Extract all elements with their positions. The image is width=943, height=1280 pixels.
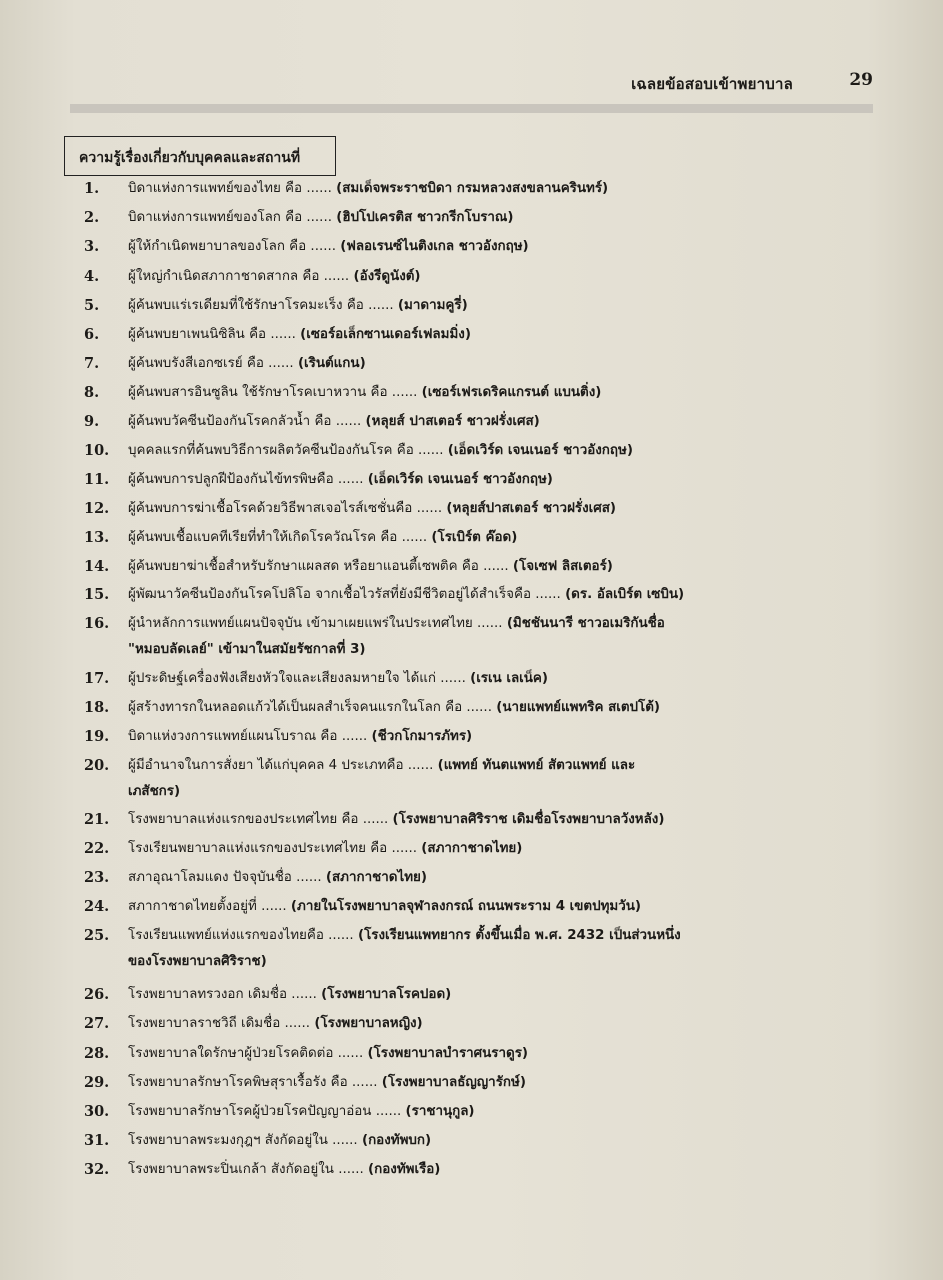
- question-text: โรงพยาบาลใดรักษาผู้ป่วยโรคติดต่อ ......: [128, 1046, 364, 1061]
- question-number: 29.: [84, 1074, 110, 1091]
- question-text: บิดาแห่งการแพทย์ของไทย คือ ......: [128, 181, 332, 196]
- answer-text: (หลุยส์ปาสเตอร์ ชาวฝรั่งเศส): [446, 501, 617, 516]
- question-text: ผู้ค้นพบเชื้อแบคทีเรียที่ทำให้เกิดโรควัณโรค คือ ......: [128, 530, 428, 545]
- question-line: [128, 836, 522, 862]
- question-number: 26.: [84, 986, 110, 1003]
- question-number: 24.: [84, 898, 110, 915]
- question-number: 15.: [84, 586, 110, 603]
- question-number: 27.: [84, 1015, 110, 1032]
- answer-text: (ภายในโรงพยาบาลจุฬาลงกรณ์ ถนนพระราม 4 เขตปทุมวัน): [290, 899, 642, 914]
- question-number: 31.: [84, 1132, 110, 1149]
- question-line: [128, 724, 472, 750]
- question-number: 17.: [84, 670, 110, 687]
- answer-text: (โรงพยาบาลโรคปอด): [321, 987, 452, 1002]
- question-number: 8.: [84, 384, 100, 401]
- question-text: ผู้ค้นพบยาฆ่าเชื้อสำหรับรักษาแผลสด หรือยาแอนตี้เซพติค คือ ......: [128, 559, 509, 574]
- answer-text: (เอ็ดเวิร์ด เจนเนอร์ ชาวอังกฤษ): [367, 472, 553, 487]
- question-number: 23.: [84, 869, 110, 886]
- question-number: 19.: [84, 728, 110, 745]
- answer-text: (ราชานุกูล): [405, 1104, 475, 1119]
- question-line: [128, 496, 616, 522]
- question-text: โรงพยาบาลรักษาโรคพิษสุราเรื้อรัง คือ ......: [128, 1075, 378, 1090]
- answer-text: (ชีวกโกมารภัทร): [371, 729, 473, 744]
- answer-text: (โรงพยาบาลศิริราช เดิมชื่อโรงพยาบาลวังหลัง): [392, 812, 665, 827]
- answer-text: (สภากาชาดไทย): [325, 870, 427, 885]
- answer-text: (นายแพทย์แพทริค สเตปโต้): [496, 700, 661, 715]
- question-line: [128, 176, 608, 202]
- question-text: ผู้ค้นพบการฆ่าเชื้อโรคด้วยวิธีพาสเจอไรส์เซชั่นคือ ......: [128, 501, 443, 516]
- question-number: 30.: [84, 1103, 110, 1120]
- question-text: ผู้ค้นพบยาเพนนิซิลิน คือ ......: [128, 327, 296, 342]
- question-number: 16.: [84, 615, 110, 632]
- question-number: 12.: [84, 500, 110, 517]
- question-line: [128, 1128, 431, 1154]
- question-line: [128, 264, 421, 290]
- question-number: 11.: [84, 471, 110, 488]
- question-text: โรงเรียนพยาบาลแห่งแรกของประเทศไทย คือ ......: [128, 841, 418, 856]
- question-number: 18.: [84, 699, 110, 716]
- answer-text: (สมเด็จพระราชบิดา กรมหลวงสงขลานครินทร์): [336, 181, 609, 196]
- question-text: บิดาแห่งการแพทย์ของโลก คือ ......: [128, 210, 332, 225]
- question-line: [128, 753, 635, 779]
- question-text: ผู้นำหลักการแพทย์แผนปัจจุบัน เข้ามาเผยแพร่ในประเทศไทย ......: [128, 616, 503, 631]
- answer-text: (หลุยส์ ปาสเตอร์ ชาวฝรั่งเศส): [365, 414, 540, 429]
- answer-text: (ฟลอเรนซ์ไนติงเกล ชาวอังกฤษ): [340, 239, 529, 254]
- question-line: [128, 438, 633, 464]
- answer-text: (มิชชันนารี ชาวอเมริกันชื่อ: [506, 616, 665, 631]
- question-number: 3.: [84, 238, 100, 255]
- answer-text: (อังรีดูนังต์): [353, 269, 421, 284]
- answer-text: (แพทย์ ทันตแพทย์ สัตวแพทย์ และ: [437, 758, 636, 773]
- question-number: 10.: [84, 442, 110, 459]
- question-number: 13.: [84, 529, 110, 546]
- question-line: [128, 525, 517, 551]
- question-line: [128, 467, 553, 493]
- answer-text: (โรงพยาบาลหญิง): [314, 1016, 423, 1031]
- question-text: ผู้ค้นพบแร่เรเดียมที่ใช้รักษาโรคมะเร็ง คือ ......: [128, 298, 394, 313]
- answer-text: (เอ็ดเวิร์ด เจนเนอร์ ชาวอังกฤษ): [447, 443, 633, 458]
- answer-text: (ฮิปโปเครติส ชาวกรีกโบราณ): [336, 210, 514, 225]
- question-line: [128, 351, 366, 377]
- question-line: [128, 554, 613, 580]
- question-line: [128, 1041, 528, 1067]
- question-text: ผู้ประดิษฐ์เครื่องฟังเสียงหัวใจและเสียงลมหายใจ ได้แก่ ......: [128, 671, 466, 686]
- question-line: [128, 380, 601, 406]
- question-text: ผู้พัฒนาวัคซีนป้องกันโรคโปลิโอ จากเชื้อไวรัสที่ยังมีชีวิตอยู่ได้สำเร็จคือ ......: [128, 587, 561, 602]
- question-line: [128, 1099, 475, 1125]
- question-number: 4.: [84, 268, 100, 285]
- question-text: โรงพยาบาลพระมงกุฎฯ สังกัดอยู่ใน ......: [128, 1133, 358, 1148]
- answer-continuation: เภสัชกร): [128, 784, 181, 799]
- question-line: [128, 1070, 526, 1096]
- question-line: [128, 205, 513, 231]
- question-text: ผู้สร้างทารกในหลอดแก้วได้เป็นผลสำเร็จคนแรกในโลก คือ ......: [128, 700, 492, 715]
- question-text: บิดาแห่งวงการแพทย์แผนโบราณ คือ ......: [128, 729, 368, 744]
- answer-continuation: "หมอบลัดเลย์" เข้ามาในสมัยรัชกาลที่ 3): [128, 642, 366, 657]
- question-number: 9.: [84, 413, 100, 430]
- question-line: [128, 666, 548, 692]
- question-text: ผู้มีอำนาจในการสั่งยา ได้แก่บุคคล 4 ประเภทคือ ......: [128, 758, 434, 773]
- answer-text: (สภากาชาดไทย): [421, 841, 523, 856]
- question-number: 22.: [84, 840, 110, 857]
- header-title: เฉลยข้อสอบเข้าพยาบาล: [631, 75, 793, 93]
- question-text: ผู้ค้นพบสารอินซูลิน ใช้รักษาโรคเบาหวาน คือ ......: [128, 385, 418, 400]
- question-line: [128, 807, 664, 833]
- question-text: ผู้ค้นพบการปลูกฝีป้องกันไข้ทรพิษคือ ......: [128, 472, 364, 487]
- question-text: โรงพยาบาลทรวงอก เดิมชื่อ ......: [128, 987, 317, 1002]
- question-text: ผู้ค้นพบวัคซีนป้องกันโรคกลัวน้ำ คือ ......: [128, 414, 362, 429]
- question-text: โรงพยาบาลรักษาโรคผู้ป่วยโรคปัญญาอ่อน ......: [128, 1104, 402, 1119]
- section-heading-box: [64, 136, 336, 176]
- question-line: [128, 982, 451, 1008]
- question-line: [128, 1157, 440, 1183]
- question-number: 6.: [84, 326, 100, 343]
- answer-continuation: ของโรงพยาบาลศิริราช): [128, 954, 267, 969]
- answer-text: (เซอร์อเล็กซานเดอร์เฟลมมิ่ง): [300, 327, 471, 342]
- question-number: 25.: [84, 927, 110, 944]
- question-number: 21.: [84, 811, 110, 828]
- question-line: [128, 234, 529, 260]
- answer-text: (โรเบิร์ต ค๊อด): [431, 530, 518, 545]
- question-number: 5.: [84, 297, 100, 314]
- question-number: 2.: [84, 209, 100, 226]
- question-line: [128, 322, 471, 348]
- answer-text: (มาดามคูรี่): [397, 298, 468, 313]
- section-title: ความรู้เรื่องเกี่ยวกับบุคคลและสถานที่: [79, 150, 301, 166]
- answer-text: (เรินต์แกน): [297, 356, 366, 371]
- question-text: สภาอุณาโลมแดง ปัจจุบันชื่อ ......: [128, 870, 322, 885]
- question-line: [128, 894, 641, 920]
- question-number: 14.: [84, 558, 110, 575]
- answer-text: (กองทัพบก): [361, 1133, 432, 1148]
- question-text: โรงพยาบาลพระปิ่นเกล้า สังกัดอยู่ใน ......: [128, 1162, 364, 1177]
- question-number: 28.: [84, 1045, 110, 1062]
- question-line: [128, 409, 540, 435]
- answer-text: (โจเซฟ ลิสเตอร์): [512, 559, 613, 574]
- question-number: 20.: [84, 757, 110, 774]
- question-text: โรงพยาบาลราชวิถี เดิมชื่อ ......: [128, 1016, 311, 1031]
- question-text: ผู้ให้กำเนิดพยาบาลของโลก คือ ......: [128, 239, 336, 254]
- question-line: [128, 695, 660, 721]
- answer-text: (โรงเรียนแพทยากร ตั้งขึ้นเมื่อ พ.ศ. 2432 เป็นส่วนหนึ่ง: [357, 928, 681, 943]
- answer-text: (โรงพยาบาลธัญญารักษ์): [381, 1075, 526, 1090]
- question-line: [128, 582, 684, 608]
- question-line: [128, 611, 665, 637]
- question-number: 7.: [84, 355, 100, 372]
- page-number: 29: [849, 70, 873, 90]
- answer-text: (ดร. อัลเบิร์ต เซบิน): [565, 587, 685, 602]
- question-number: 32.: [84, 1161, 110, 1178]
- question-text: ผู้ใหญ่กำเนิดสภากาชาดสากล คือ ......: [128, 269, 350, 284]
- question-line: [128, 1011, 423, 1037]
- question-text: ผู้ค้นพบรังสีเอกซเรย์ คือ ......: [128, 356, 294, 371]
- question-text: โรงพยาบาลแห่งแรกของประเทศไทย คือ ......: [128, 812, 389, 827]
- answer-text: (เรเน เลเน็ค): [470, 671, 548, 686]
- question-line: [128, 865, 427, 891]
- question-text: โรงเรียนแพทย์แห่งแรกของไทยคือ ......: [128, 928, 354, 943]
- answer-text: (โรงพยาบาลบำราศนราดูร): [367, 1046, 529, 1061]
- question-text: บุคคลแรกที่ค้นพบวิธีการผลิตวัคซีนป้องกันโรค คือ ......: [128, 443, 444, 458]
- running-header: [70, 64, 873, 113]
- question-text: สภากาชาดไทยตั้งอยู่ที่ ......: [128, 899, 287, 914]
- answer-text: (เซอร์เฟรเดริคแกรนต์ แบนติ่ง): [421, 385, 602, 400]
- question-line: [128, 923, 681, 949]
- question-line: [128, 293, 468, 319]
- question-number: 1.: [84, 180, 100, 197]
- answer-text: (กองทัพเรือ): [368, 1162, 441, 1177]
